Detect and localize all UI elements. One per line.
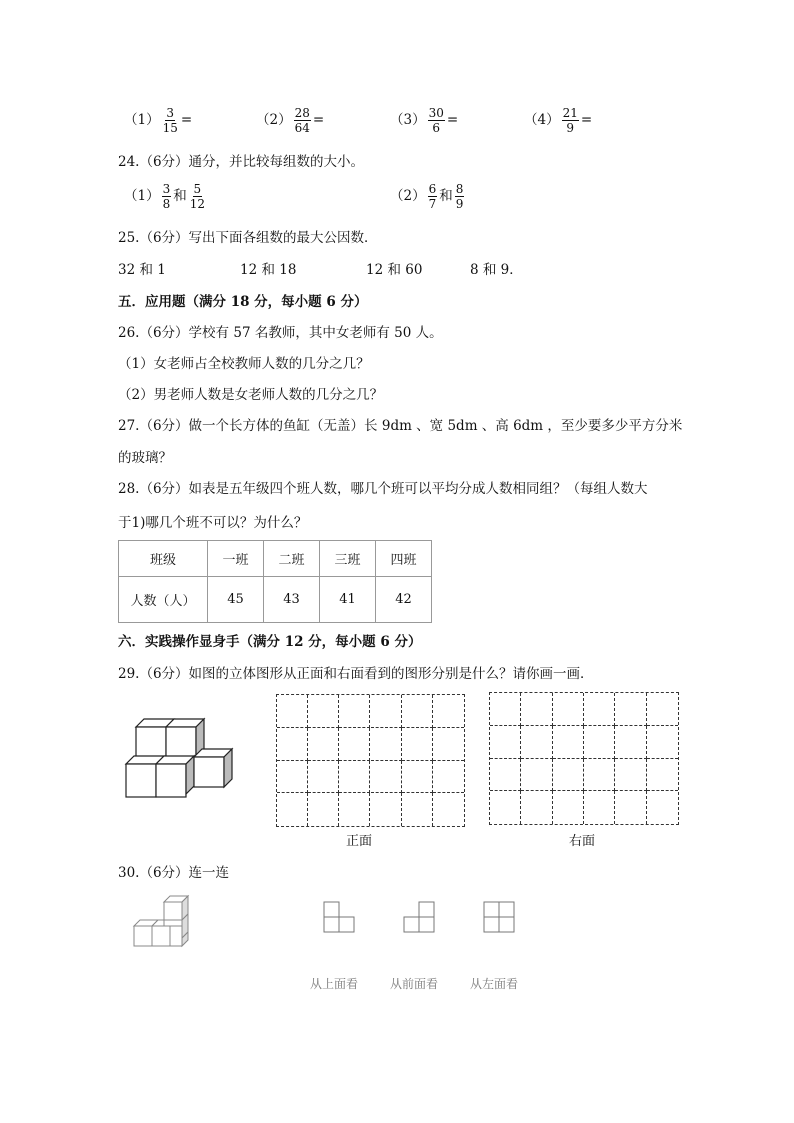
equals-sign: =	[580, 112, 593, 128]
grid-cell[interactable]	[371, 728, 402, 761]
grid-cell[interactable]	[277, 793, 308, 826]
table-row	[119, 577, 432, 623]
class-size-table	[118, 540, 432, 623]
grid-cell[interactable]	[553, 693, 584, 726]
view-shape-1	[322, 900, 356, 934]
denominator: 12	[189, 197, 206, 211]
fraction	[428, 106, 445, 135]
grid-cell[interactable]	[308, 761, 339, 794]
grid-cell[interactable]	[371, 761, 402, 794]
grid-cell[interactable]	[433, 761, 464, 794]
grid-cell[interactable]	[433, 728, 464, 761]
view-shape-3	[482, 900, 516, 934]
fraction	[428, 182, 438, 211]
grid-cell[interactable]	[615, 693, 646, 726]
table-cell: 45	[208, 577, 264, 623]
q28-line-1: 28.（6分）如表是五年级四个班人数，哪几个班可以平均分成人数相同组？（每组人数大	[118, 481, 648, 497]
item-label: （3）	[390, 112, 426, 128]
grid-cell[interactable]	[339, 728, 370, 761]
grid-cell[interactable]	[339, 793, 370, 826]
table-header-cell: 三班	[320, 541, 376, 577]
item-label: （4）	[524, 112, 560, 128]
q23-item-3	[390, 106, 458, 135]
and-text: 和	[173, 188, 187, 204]
table-header-cell: 四班	[376, 541, 432, 577]
table-header-cell: 二班	[264, 541, 320, 577]
q24-part-1	[124, 182, 208, 211]
grid-cell[interactable]	[584, 791, 615, 824]
grid-cell[interactable]	[402, 793, 433, 826]
grid-cell[interactable]	[615, 726, 646, 759]
numerator: 30	[428, 106, 444, 120]
denominator: 64	[294, 121, 310, 135]
equals-sign: =	[446, 112, 459, 128]
table-cell: 43	[264, 577, 320, 623]
grid-cell[interactable]	[584, 693, 615, 726]
q23-item-1	[124, 106, 192, 135]
grid-cell[interactable]	[371, 793, 402, 826]
and-text: 和	[439, 188, 453, 204]
q30-title: 30.（6分）连一连	[118, 865, 230, 881]
item-label: （2）	[256, 112, 292, 128]
q23-item-4	[524, 106, 592, 135]
q23-item-2	[256, 106, 324, 135]
numerator: 28	[294, 106, 310, 120]
fraction	[162, 182, 172, 211]
grid-cell[interactable]	[339, 695, 370, 728]
denominator: 8	[162, 197, 171, 211]
grid-cell[interactable]	[615, 791, 646, 824]
grid-cell[interactable]	[308, 793, 339, 826]
view-label-left: 从左面看	[470, 977, 519, 991]
grid-cell[interactable]	[277, 761, 308, 794]
section-5-heading: 五．应用题（满分 18 分，每小题 6 分）	[118, 294, 368, 310]
grid-cell[interactable]	[433, 793, 464, 826]
grid-cell[interactable]	[308, 695, 339, 728]
item-label: （1）	[124, 188, 160, 204]
q26-title: 26.（6分）学校有 57 名教师，其中女老师有 50 人。	[118, 325, 443, 341]
item-label: （2）	[390, 188, 426, 204]
grid-cell[interactable]	[277, 728, 308, 761]
q24-part-2	[390, 182, 466, 211]
denominator: 9	[455, 197, 464, 211]
denominator: 6	[432, 121, 441, 135]
q25-group-2: 12 和 18	[240, 262, 297, 278]
grid-cell[interactable]	[308, 728, 339, 761]
grid-cell[interactable]	[521, 726, 552, 759]
fraction	[294, 106, 311, 135]
grid-cell[interactable]	[647, 791, 678, 824]
numerator: 3	[162, 182, 171, 196]
table-row-label: 人数（人）	[119, 577, 208, 623]
numerator: 5	[193, 182, 202, 196]
denominator: 7	[428, 197, 437, 211]
grid-cell[interactable]	[402, 761, 433, 794]
grid-cell[interactable]	[490, 759, 521, 792]
grid-cell[interactable]	[339, 761, 370, 794]
fraction	[455, 182, 465, 211]
grid-cell[interactable]	[402, 728, 433, 761]
stacked-cubes-figure	[130, 892, 196, 954]
table-cell: 41	[320, 577, 376, 623]
grid-cell[interactable]	[553, 759, 584, 792]
cube-figure	[118, 712, 238, 802]
q27-line-1: 27.（6分）做一个长方体的鱼缸（无盖）长 9dm 、宽 5dm 、高 6dm ，至少要多少平方分米	[118, 418, 683, 434]
q25-group-3: 12 和 60	[366, 262, 423, 278]
denominator: 15	[162, 121, 178, 135]
grid-cell[interactable]	[647, 759, 678, 792]
q25-group-4: 8 和 9．	[470, 262, 523, 278]
view-label-front: 从前面看	[390, 977, 439, 991]
q26-sub-1: （1）女老师占全校教师人数的几分之几？	[118, 356, 370, 372]
q28-line-2: 于1)哪几个班不可以？为什么？	[118, 515, 308, 531]
grid-cell[interactable]	[490, 791, 521, 824]
right-view-label: 右面	[569, 834, 596, 849]
grid-cell[interactable]	[521, 693, 552, 726]
q26-sub-2: （2）男老师人数是女老师人数的几分之几？	[118, 387, 384, 403]
grid-cell[interactable]	[553, 791, 584, 824]
denominator: 9	[566, 121, 575, 135]
q27-line-2: 的玻璃？	[118, 450, 172, 466]
grid-cell[interactable]	[615, 759, 646, 792]
q25-title: 25.（6分）写出下面各组数的最大公因数．	[118, 230, 378, 246]
table-header-cell: 班级	[119, 541, 208, 577]
q24-title: 24.（6分）通分，并比较每组数的大小。	[118, 154, 365, 170]
grid-cell[interactable]	[647, 693, 678, 726]
front-view-grid[interactable]	[276, 694, 465, 827]
grid-cell[interactable]	[490, 726, 521, 759]
front-view-label: 正面	[346, 834, 373, 849]
view-shape-2	[402, 900, 436, 934]
equals-sign: =	[180, 112, 193, 128]
fraction	[162, 106, 179, 135]
table-row	[119, 541, 432, 577]
view-label-top: 从上面看	[310, 977, 359, 991]
numerator: 6	[428, 182, 437, 196]
grid-cell[interactable]	[647, 726, 678, 759]
q29-title: 29.（6分）如图的立体图形从正面和右面看到的图形分别是什么？请你画一画．	[118, 666, 594, 682]
table-cell: 42	[376, 577, 432, 623]
item-label: （1）	[124, 112, 160, 128]
q25-group-1: 32 和 1	[118, 262, 166, 278]
grid-cell[interactable]	[433, 695, 464, 728]
numerator: 8	[455, 182, 464, 196]
fraction	[562, 106, 579, 135]
grid-cell[interactable]	[277, 695, 308, 728]
grid-cell[interactable]	[553, 726, 584, 759]
fraction	[189, 182, 206, 211]
grid-cell[interactable]	[521, 791, 552, 824]
grid-cell[interactable]	[584, 726, 615, 759]
table-header-cell: 一班	[208, 541, 264, 577]
grid-cell[interactable]	[584, 759, 615, 792]
numerator: 3	[166, 106, 175, 120]
right-view-grid[interactable]	[489, 692, 679, 825]
numerator: 21	[562, 106, 578, 120]
grid-cell[interactable]	[521, 759, 552, 792]
grid-cell[interactable]	[402, 695, 433, 728]
grid-cell[interactable]	[371, 695, 402, 728]
section-6-heading: 六．实践操作显身手（满分 12 分，每小题 6 分）	[118, 634, 422, 650]
grid-cell[interactable]	[490, 693, 521, 726]
equals-sign: =	[312, 112, 325, 128]
